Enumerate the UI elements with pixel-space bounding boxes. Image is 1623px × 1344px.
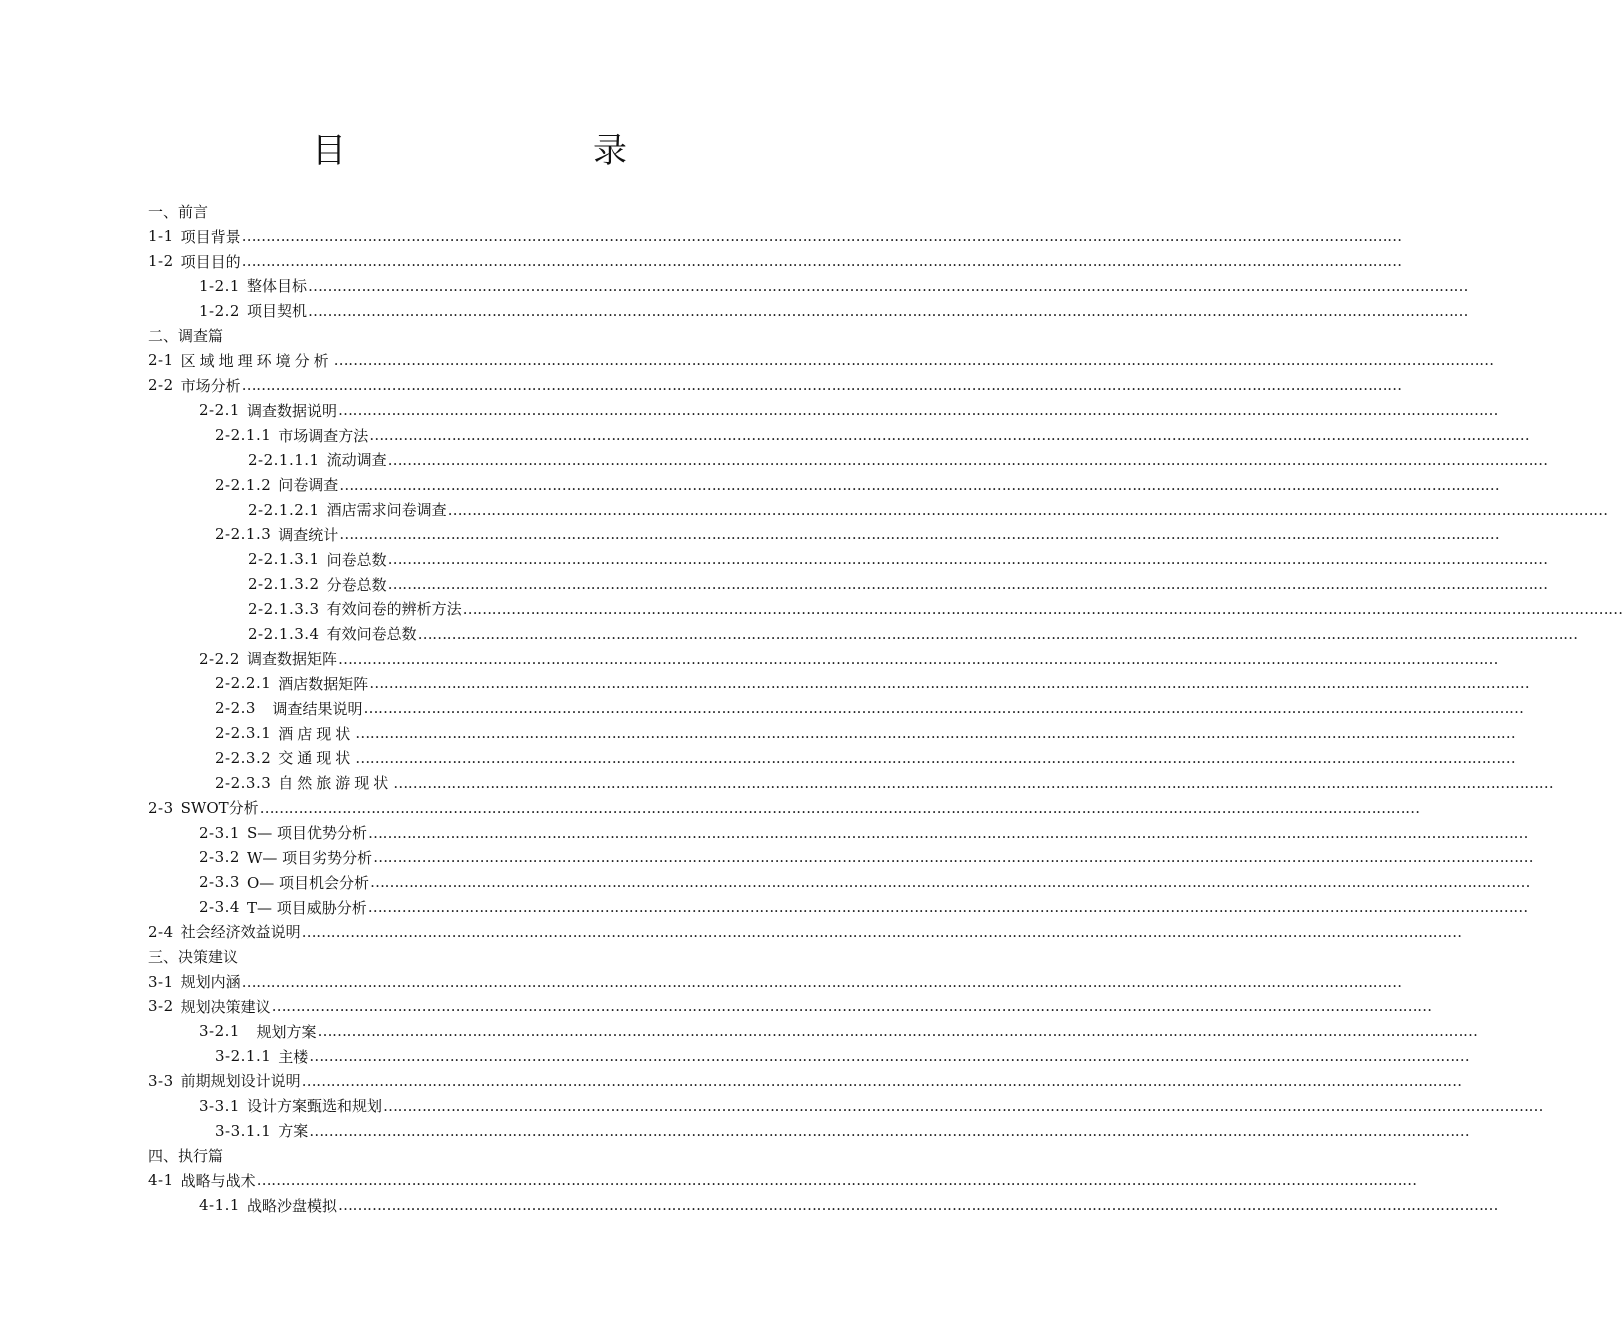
toc-entry[interactable] <box>148 820 1529 845</box>
toc-dot-leader: …………………………………………………………………………………………………………………………………………………………………………………………………………………… <box>355 748 1516 767</box>
toc-entry-number: 2-2.1.3.2 <box>248 575 320 594</box>
toc-entry-title: 项目背景 <box>180 227 241 246</box>
toc-entry-number: 2-2.1.3.1 <box>248 550 320 569</box>
toc-entry-title: SWOT分析 <box>180 799 259 818</box>
toc-dot-leader: …………………………………………………………………………………………………………………………………………………………………………………………………………………… <box>307 276 1468 295</box>
toc-dot-leader: …………………………………………………………………………………………………………………………………………………………………………………………………………………… <box>333 351 1494 370</box>
toc-entry-number: 2-3.4 <box>199 898 240 917</box>
toc-entry-number: 3-3.1 <box>199 1096 240 1115</box>
toc-section-heading: 一、前言 <box>148 202 209 221</box>
toc-dot-leader: …………………………………………………………………………………………………………………………………………………………………………………………………………………… <box>363 699 1524 718</box>
toc-entry-number: 2-3.1 <box>199 823 240 842</box>
toc-entry-title: 调查数据说明 <box>246 401 337 420</box>
toc-entry-title: 调查统计 <box>278 525 339 544</box>
toc-entry[interactable] <box>148 547 1548 572</box>
toc-entry-number: 3-2.1.1 <box>215 1047 272 1066</box>
toc-entry[interactable] <box>148 224 1402 249</box>
toc-section-heading: 四、执行篇 <box>148 1146 224 1165</box>
toc-dot-leader: …………………………………………………………………………………………………………………………………………………………………………………………………………………… <box>317 1022 1478 1041</box>
toc-entry-title: 有效问卷总数 <box>326 625 417 644</box>
toc-dot-leader: …………………………………………………………………………………………………………………………………………………………………………………………………………………… <box>301 922 1462 941</box>
toc-dot-leader: …………………………………………………………………………………………………………………………………………………………………………………………………………………… <box>393 773 1554 792</box>
toc-entry-number: 2-2.1 <box>199 401 240 420</box>
toc-entry-title: 战略与战术 <box>180 1171 256 1190</box>
toc-entry-title: 分卷总数 <box>326 575 387 594</box>
toc-entry-title: 调查结果说明 <box>262 699 363 718</box>
toc-dot-leader: …………………………………………………………………………………………………………………………………………………………………………………………………………………… <box>241 252 1402 271</box>
toc-entry[interactable] <box>148 646 1498 671</box>
toc-entry-number: 2-3.3 <box>199 873 240 892</box>
toc-entry[interactable] <box>148 1168 1417 1193</box>
title-char-2: 录 <box>593 131 627 171</box>
toc-entry[interactable] <box>148 1019 1478 1044</box>
toc-dot-leader: …………………………………………………………………………………………………………………………………………………………………………………………………………………… <box>241 227 1402 246</box>
toc-dot-leader: …………………………………………………………………………………………………………………………………………………………………………………………………………………… <box>387 550 1548 569</box>
toc-entry-title: 市场调查方法 <box>278 426 369 445</box>
toc-entry[interactable] <box>148 895 1528 920</box>
toc-entry-title: 调查数据矩阵 <box>246 650 337 669</box>
toc-dot-leader: …………………………………………………………………………………………………………………………………………………………………………………………………………………… <box>387 450 1548 469</box>
toc-entry[interactable] <box>148 1118 1470 1143</box>
toc-entry-number: 2-1 <box>148 351 174 370</box>
toc-entry-title: 设计方案甄选和规划 <box>246 1097 382 1116</box>
toc-entry-number: 3-2.1 <box>199 1022 240 1041</box>
toc-dot-leader: …………………………………………………………………………………………………………………………………………………………………………………………………………………… <box>339 525 1500 544</box>
toc-section-heading: 三、决策建议 <box>148 948 239 967</box>
toc-dot-leader: …………………………………………………………………………………………………………………………………………………………………………………………………………………… <box>367 898 1528 917</box>
toc-dot-leader: …………………………………………………………………………………………………………………………………………………………………………………………………………………… <box>259 798 1420 817</box>
toc-entry-number: 3-3 <box>148 1071 174 1090</box>
table-of-contents <box>148 199 1623 1218</box>
toc-entry-number: 2-2.1.3.3 <box>248 599 320 618</box>
toc-dot-leader: …………………………………………………………………………………………………………………………………………………………………………………………………………………… <box>256 1171 1417 1190</box>
toc-dot-leader: …………………………………………………………………………………………………………………………………………………………………………………………………………………… <box>370 873 1531 892</box>
toc-entry[interactable] <box>148 746 1516 771</box>
toc-dot-leader: …………………………………………………………………………………………………………………………………………………………………………………………………………………… <box>241 972 1402 991</box>
toc-entry-number: 2-2.1.3.4 <box>248 624 320 643</box>
toc-entry[interactable] <box>148 373 1402 398</box>
toc-entry-number: 2-2.3.1 <box>215 724 272 743</box>
toc-entry-number: 2-2.1.2 <box>215 475 272 494</box>
toc-entry-title: 酒店现状 <box>278 724 355 743</box>
toc-entry[interactable] <box>148 348 1494 373</box>
toc-entry-title: 问卷调查 <box>278 476 339 495</box>
toc-entry[interactable] <box>148 522 1500 547</box>
toc-entry-title: 区域地理环境分析 <box>180 351 333 370</box>
toc-entry-number: 2-2.2 <box>199 649 240 668</box>
toc-entry[interactable] <box>148 1093 1543 1118</box>
toc-entry-number: 2-2.3.3 <box>215 773 272 792</box>
toc-dot-leader: …………………………………………………………………………………………………………………………………………………………………………………………………………………… <box>368 823 1529 842</box>
toc-dot-leader: …………………………………………………………………………………………………………………………………………………………………………………………………………………… <box>339 475 1500 494</box>
toc-dot-leader: …………………………………………………………………………………………………………………………………………………………………………………………………………………… <box>447 500 1608 519</box>
toc-entry-number: 2-2.2.1 <box>215 674 272 693</box>
toc-entry-number: 2-2.1.2.1 <box>248 500 320 519</box>
toc-entry-number: 2-2.3 <box>215 699 256 718</box>
toc-entry[interactable] <box>148 969 1402 994</box>
toc-dot-leader: …………………………………………………………………………………………………………………………………………………………………………………………………………………… <box>373 848 1534 867</box>
toc-dot-leader: …………………………………………………………………………………………………………………………………………………………………………………………………………………… <box>309 1121 1470 1140</box>
toc-entry-title: 整体目标 <box>246 277 307 296</box>
toc-entry[interactable] <box>148 298 1468 323</box>
toc-entry[interactable] <box>148 1044 1470 1069</box>
toc-entry[interactable] <box>148 919 1462 944</box>
toc-dot-leader: …………………………………………………………………………………………………………………………………………………………………………………………………………………… <box>417 624 1578 643</box>
toc-entry[interactable] <box>148 447 1548 472</box>
toc-entry-number: 1-2.1 <box>199 276 240 295</box>
toc-entry[interactable] <box>148 1143 802 1168</box>
toc-entry-number: 1-2.2 <box>199 301 240 320</box>
toc-entry[interactable] <box>148 199 802 224</box>
toc-entry-title: 市场分析 <box>180 376 241 395</box>
toc-dot-leader: …………………………………………………………………………………………………………………………………………………………………………………………………………………… <box>462 599 1623 618</box>
toc-entry-number: 2-2 <box>148 376 174 395</box>
toc-dot-leader: …………………………………………………………………………………………………………………………………………………………………………………………………………………… <box>355 724 1516 743</box>
toc-dot-leader: …………………………………………………………………………………………………………………………………………………………………………………………………………………… <box>382 1096 1543 1115</box>
toc-entry[interactable] <box>148 621 1578 646</box>
toc-entry[interactable] <box>148 423 1530 448</box>
toc-entry[interactable] <box>148 671 1530 696</box>
toc-dot-leader: …………………………………………………………………………………………………………………………………………………………………………………………………………………… <box>369 674 1530 693</box>
toc-entry-title: 战略沙盘模拟 <box>246 1196 337 1215</box>
toc-entry-title: T— 项目威胁分析 <box>246 898 367 917</box>
toc-entry-title: 有效问卷的辨析方法 <box>326 600 462 619</box>
toc-entry-title: O— 项目机会分析 <box>246 873 370 892</box>
toc-entry[interactable] <box>148 770 1554 795</box>
toc-entry-title: 酒店需求问卷调查 <box>326 501 447 520</box>
toc-dot-leader: …………………………………………………………………………………………………………………………………………………………………………………………………………………… <box>241 376 1402 395</box>
toc-entry-number: 2-2.3.2 <box>215 748 272 767</box>
title-char-1: 目 <box>312 131 346 171</box>
toc-entry-number: 2-2.1.1.1 <box>248 450 320 469</box>
toc-entry-number: 1-1 <box>148 227 174 246</box>
toc-entry[interactable] <box>148 870 1531 895</box>
toc-entry[interactable] <box>148 994 1432 1019</box>
toc-entry-title: 规划决策建议 <box>180 997 271 1016</box>
toc-entry-title: 问卷总数 <box>326 550 387 569</box>
toc-entry-title: 前期规划设计说明 <box>180 1072 301 1091</box>
page-title <box>0 128 950 178</box>
toc-entry[interactable] <box>148 721 1516 746</box>
toc-entry-number: 4-1 <box>148 1171 174 1190</box>
toc-entry-title: 酒店数据矩阵 <box>278 674 369 693</box>
toc-entry[interactable] <box>148 795 1420 820</box>
toc-entry-title: 项目契机 <box>246 302 307 321</box>
toc-entry-title: W— 项目劣势分析 <box>246 848 373 867</box>
toc-entry-number: 2-2.1.3 <box>215 525 272 544</box>
toc-entry-number: 4-1.1 <box>199 1196 240 1215</box>
toc-entry[interactable] <box>148 497 1608 522</box>
toc-dot-leader: …………………………………………………………………………………………………………………………………………………………………………………………………………………… <box>271 997 1432 1016</box>
toc-entry[interactable] <box>148 1069 1462 1094</box>
toc-entry-number: 3-2 <box>148 997 174 1016</box>
toc-entry-title: 交通现状 <box>278 749 355 768</box>
toc-entry[interactable] <box>148 472 1500 497</box>
toc-entry[interactable] <box>148 249 1402 274</box>
toc-dot-leader: …………………………………………………………………………………………………………………………………………………………………………………………………………………… <box>337 1196 1498 1215</box>
toc-dot-leader: …………………………………………………………………………………………………………………………………………………………………………………………………………………… <box>307 301 1468 320</box>
toc-section-heading: 二、调查篇 <box>148 327 224 346</box>
toc-entry[interactable] <box>148 398 1498 423</box>
toc-entry[interactable] <box>148 274 1468 299</box>
toc-dot-leader: …………………………………………………………………………………………………………………………………………………………………………………………………………………… <box>337 401 1498 420</box>
toc-entry[interactable] <box>148 696 1524 721</box>
toc-entry-title: 社会经济效益说明 <box>180 923 301 942</box>
toc-entry[interactable] <box>148 1193 1498 1218</box>
toc-entry-number: 3-1 <box>148 972 174 991</box>
toc-entry[interactable] <box>148 572 1548 597</box>
toc-entry-title: 规划内涵 <box>180 973 241 992</box>
toc-dot-leader: …………………………………………………………………………………………………………………………………………………………………………………………………………………… <box>301 1071 1462 1090</box>
toc-entry-title: S— 项目优势分析 <box>246 824 368 843</box>
toc-entry-title: 自然旅游现状 <box>278 774 393 793</box>
toc-entry[interactable] <box>148 597 1623 622</box>
toc-entry-number: 2-4 <box>148 922 174 941</box>
toc-entry-number: 2-3.2 <box>199 848 240 867</box>
toc-entry-title: 规划方案 <box>246 1022 317 1041</box>
toc-entry-number: 2-2.1.1 <box>215 426 272 445</box>
toc-entry-title: 方案 <box>278 1122 309 1141</box>
toc-entry-title: 项目目的 <box>180 252 241 271</box>
toc-entry[interactable] <box>148 845 1534 870</box>
toc-dot-leader: …………………………………………………………………………………………………………………………………………………………………………………………………………………… <box>387 575 1548 594</box>
toc-entry-number: 2-3 <box>148 798 174 817</box>
toc-entry-title: 流动调查 <box>326 451 387 470</box>
toc-entry[interactable] <box>148 323 802 348</box>
toc-entry-title: 主楼 <box>278 1047 309 1066</box>
toc-entry-number: 3-3.1.1 <box>215 1121 272 1140</box>
toc-dot-leader: …………………………………………………………………………………………………………………………………………………………………………………………………………………… <box>337 649 1498 668</box>
toc-dot-leader: …………………………………………………………………………………………………………………………………………………………………………………………………………………… <box>309 1047 1470 1066</box>
toc-dot-leader: …………………………………………………………………………………………………………………………………………………………………………………………………………………… <box>369 426 1530 445</box>
toc-entry[interactable] <box>148 944 802 969</box>
toc-entry-number: 1-2 <box>148 252 174 271</box>
